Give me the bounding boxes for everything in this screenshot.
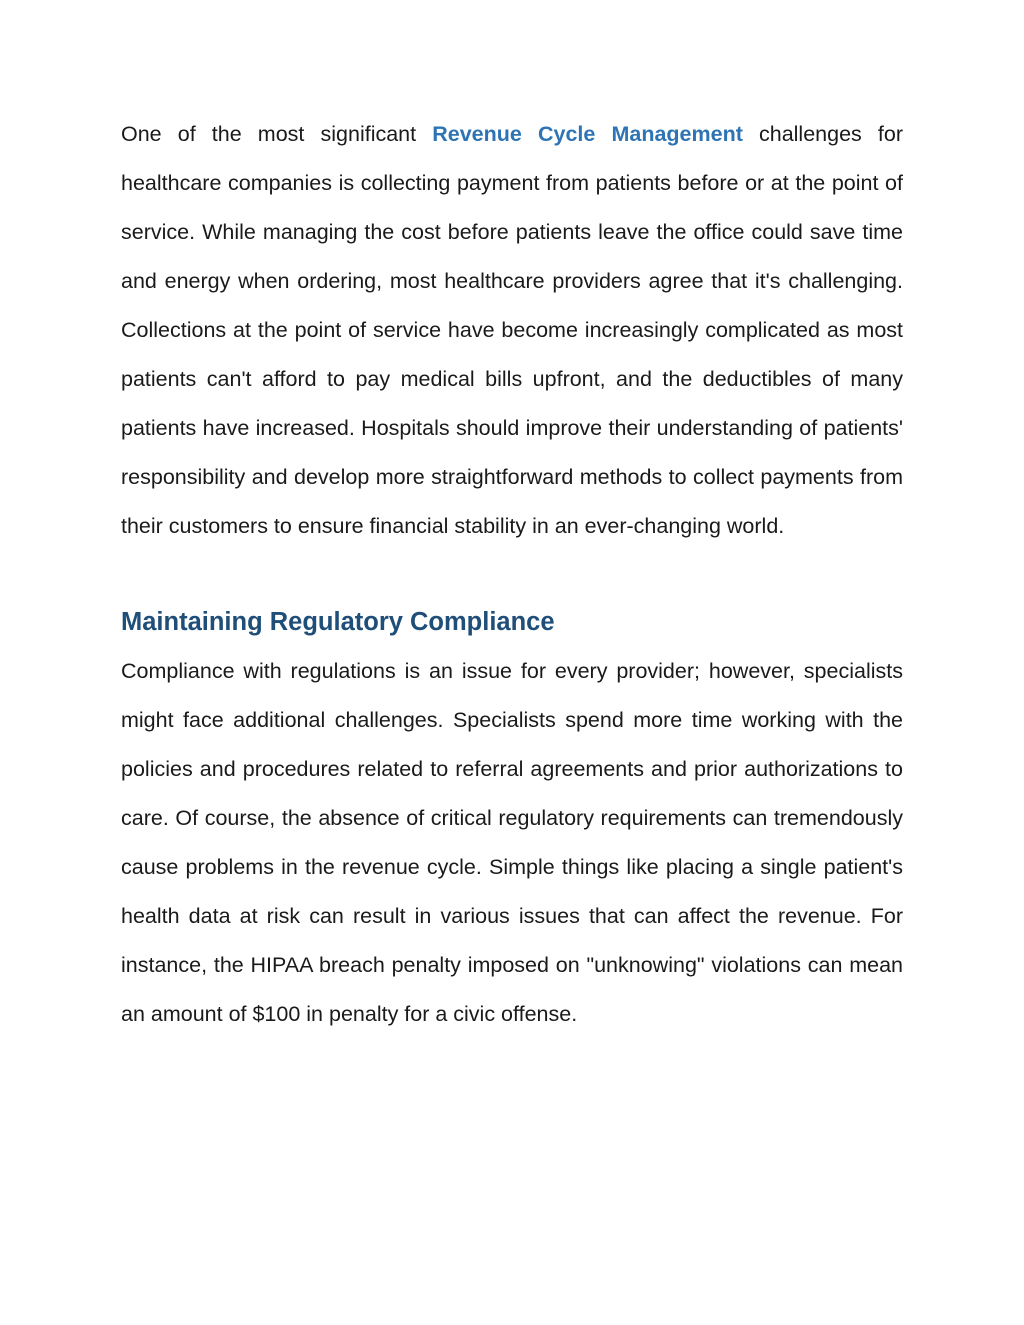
document-page [121,110,903,1039]
section-heading: Maintaining Regulatory Compliance [121,608,555,636]
section-paragraph: Compliance with regulations is an issue for every provider; however, specialists might face additional challenges. Specialists spend more time working with the policies and procedures related to referral agreements and prior authorizations to care. Of course, the absence of critical regulatory requirements can tremendously cause problems in the revenue cycle. Simple things like placing a single patient's health data at risk can result in various issues that can affect the revenue. For instance, the HIPAA breach penalty imposed on "unknowing" violations can mean an amount of $100 in penalty for a civic offense. [121,659,903,1026]
intro-text-before-link: One of the most significant [121,122,433,146]
intro-paragraph [121,110,903,551]
intro-text-after-link: challenges for healthcare companies is collecting payment from patients before or at the point of service. While managing the cost before patients leave the office could save time and energy when ordering, most healthcare providers agree that it's challenging. Collections at the point of service have become increasingly complicated as most patients can't afford to pay medical bills upfront, and the deductibles of many patients have increased. Hospitals should improve their understanding of patients' responsibility and develop more straightforward methods to collect payments from their customers to ensure financial stability in an ever-changing world. [121,122,903,538]
revenue-cycle-management-link[interactable]: Revenue Cycle Management [432,122,743,146]
